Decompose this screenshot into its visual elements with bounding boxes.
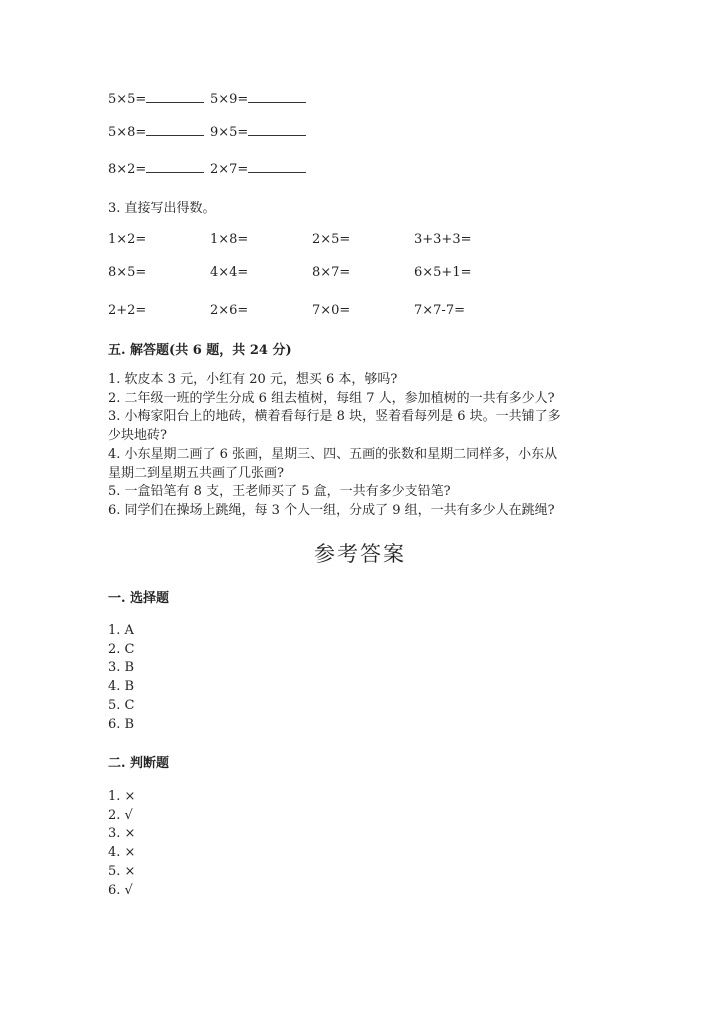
answer-item: 4. × [108,845,136,861]
arithmetic-item: 1×2= [108,232,147,247]
problem-line: 2. 二年级一班的学生分成 6 组去植树，每组 7 人，参加植树的一共有多少人? [108,390,555,406]
arithmetic-item: 2×5= [312,232,351,247]
answer-item: 2. C [108,641,135,657]
expression: 5×9= [210,92,249,107]
arithmetic-item: 1×8= [210,232,249,247]
answer-item: 5. × [108,863,136,879]
answers-section-2-title: 二. 判断题 [108,756,170,771]
problem-line: 少块地砖? [108,428,167,444]
answer-item: 6. √ [108,882,133,898]
answer-item: 6. B [108,716,135,732]
fill-in-item [108,123,204,140]
question-3-title: 3. 直接写出得数。 [108,201,216,216]
problem-line: 1. 软皮本 3 元，小红有 20 元，想买 6 本，够吗? [108,372,398,387]
problem-line: 4. 小东星期二画了 6 张画，星期三、四、五画的张数和星期二同样多，小东从 [108,446,558,462]
section-5-title: 五. 解答题(共 6 题，共 24 分) [108,343,292,358]
fill-in-item [108,90,204,107]
answer-item: 1. × [108,789,136,804]
answers-title: 参考答案 [314,542,406,566]
arithmetic-item: 8×5= [108,265,147,280]
arithmetic-item: 7×0= [312,303,351,318]
answer-item: 4. B [108,679,135,695]
arithmetic-item: 6×5+1= [414,265,472,280]
answer-item: 3. B [108,660,135,676]
fill-in-item [210,90,306,107]
arithmetic-item: 7×7-7= [414,303,465,318]
arithmetic-item: 3+3+3= [414,232,472,247]
answer-blank[interactable] [248,123,306,136]
expression: 8×2= [108,162,147,177]
fill-in-item [108,160,204,177]
answer-item: 3. × [108,826,136,842]
answers-section-1-title: 一. 选择题 [108,591,170,606]
answer-item: 1. A [108,623,134,638]
expression: 2×7= [210,162,249,177]
problem-line: 5. 一盒铅笔有 8 支，王老师买了 5 盒，一共有多少支铅笔? [108,484,451,500]
expression: 5×8= [108,125,147,140]
answer-blank[interactable] [146,160,204,173]
answer-blank[interactable] [146,123,204,136]
fill-in-item [210,160,306,177]
answer-blank[interactable] [248,90,306,103]
problem-line: 3. 小梅家阳台上的地砖，横着看每行是 8 块，竖着看每列是 6 块。一共铺了多 [108,409,561,425]
answer-item: 5. C [108,697,135,713]
arithmetic-item: 8×7= [312,265,351,280]
expression: 9×5= [210,125,249,140]
answer-blank[interactable] [248,160,306,173]
arithmetic-item: 2+2= [108,303,147,318]
answer-item: 2. √ [108,807,133,823]
answer-blank[interactable] [146,90,204,103]
fill-in-item [210,123,306,140]
problem-line: 6. 同学们在操场上跳绳，每 3 个人一组，分成了 9 组，一共有多少人在跳绳? [108,502,555,518]
arithmetic-item: 4×4= [210,265,249,280]
expression: 5×5= [108,92,147,107]
arithmetic-item: 2×6= [210,303,249,318]
problem-line: 星期二到星期五共画了几张画? [108,465,284,481]
